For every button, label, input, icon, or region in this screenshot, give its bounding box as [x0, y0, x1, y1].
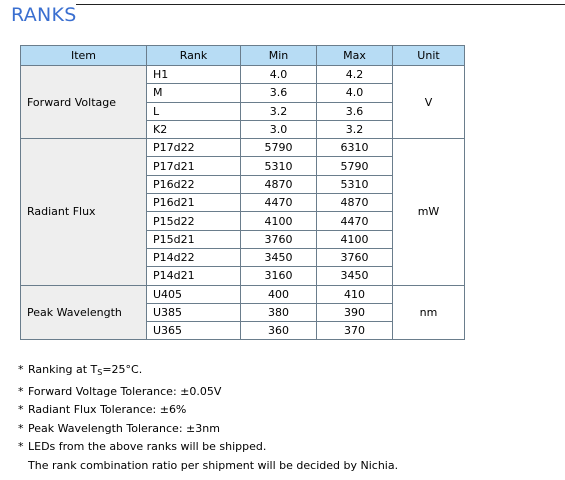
rank-cell: P16d22	[147, 175, 241, 193]
min-cell: 4.0	[241, 66, 317, 84]
ranks-table	[20, 45, 465, 340]
min-cell: 4100	[241, 212, 317, 230]
table-row	[21, 139, 465, 157]
note-bullet: *	[18, 403, 24, 417]
max-cell: 3450	[317, 267, 393, 285]
max-cell: 3.6	[317, 102, 393, 120]
max-cell: 6310	[317, 139, 393, 157]
table-row	[21, 285, 465, 303]
header-max: Max	[317, 46, 393, 66]
item-cell: Forward Voltage	[21, 66, 147, 139]
note-ranking-subscript: S	[97, 368, 103, 377]
max-cell: 3760	[317, 248, 393, 266]
max-cell: 370	[317, 322, 393, 340]
notes	[18, 361, 398, 476]
min-cell: 360	[241, 322, 317, 340]
note-pw-tolerance-text: Peak Wavelength Tolerance: ±3nm	[28, 421, 220, 435]
unit-cell: nm	[393, 285, 465, 340]
rank-cell: P17d21	[147, 157, 241, 175]
max-cell: 410	[317, 285, 393, 303]
min-cell: 5310	[241, 157, 317, 175]
rank-cell: M	[147, 84, 241, 102]
title-rule	[76, 4, 565, 5]
min-cell: 3.6	[241, 84, 317, 102]
note-ratio-text: The rank combination ratio per shipment will be decided by Nichia.	[28, 458, 399, 472]
header-min: Min	[241, 46, 317, 66]
page-title: RANKS	[11, 4, 77, 26]
unit-cell: mW	[393, 139, 465, 285]
rank-cell: P15d21	[147, 230, 241, 248]
max-cell: 4870	[317, 194, 393, 212]
note-rf-tolerance	[18, 401, 398, 420]
min-cell: 3760	[241, 230, 317, 248]
rank-cell: K2	[147, 120, 241, 138]
note-fv-tolerance-text: Forward Voltage Tolerance: ±0.05V	[28, 384, 222, 398]
note-bullet: *	[18, 363, 24, 376]
note-bullet: *	[18, 421, 24, 435]
note-ranking-suffix: =25°C.	[102, 363, 143, 376]
rank-cell: P14d22	[147, 248, 241, 266]
rank-cell: U365	[147, 322, 241, 340]
note-fv-tolerance	[18, 383, 398, 402]
header-item: Item	[21, 46, 147, 66]
rank-cell: L	[147, 102, 241, 120]
unit-cell: V	[393, 66, 465, 139]
rank-cell: P14d21	[147, 267, 241, 285]
note-shipped-text: LEDs from the above ranks will be shipped.	[28, 440, 267, 454]
min-cell: 4870	[241, 175, 317, 193]
min-cell: 3.2	[241, 102, 317, 120]
note-pw-tolerance	[18, 420, 398, 439]
max-cell: 4470	[317, 212, 393, 230]
table-body	[21, 66, 465, 340]
header-unit: Unit	[393, 46, 465, 66]
min-cell: 4470	[241, 194, 317, 212]
rank-cell: P15d22	[147, 212, 241, 230]
min-cell: 400	[241, 285, 317, 303]
rank-cell: U385	[147, 303, 241, 321]
min-cell: 3450	[241, 248, 317, 266]
note-bullet: *	[18, 384, 24, 398]
note-ratio	[18, 457, 398, 476]
max-cell: 5310	[317, 175, 393, 193]
table-row	[21, 66, 465, 84]
item-cell: Radiant Flux	[21, 139, 147, 285]
rank-cell: H1	[147, 66, 241, 84]
min-cell: 3.0	[241, 120, 317, 138]
note-bullet: *	[18, 440, 24, 454]
min-cell: 3160	[241, 267, 317, 285]
rank-cell: P17d22	[147, 139, 241, 157]
max-cell: 4.0	[317, 84, 393, 102]
header-row	[21, 46, 465, 66]
min-cell: 380	[241, 303, 317, 321]
note-ranking	[18, 361, 398, 383]
rank-cell: P16d21	[147, 194, 241, 212]
min-cell: 5790	[241, 139, 317, 157]
rank-cell: U405	[147, 285, 241, 303]
note-shipped	[18, 438, 398, 457]
max-cell: 4100	[317, 230, 393, 248]
max-cell: 5790	[317, 157, 393, 175]
max-cell: 390	[317, 303, 393, 321]
note-ranking-prefix: Ranking at T	[28, 363, 98, 376]
note-rf-tolerance-text: Radiant Flux Tolerance: ±6%	[28, 403, 187, 417]
max-cell: 4.2	[317, 66, 393, 84]
item-cell: Peak Wavelength	[21, 285, 147, 340]
header-rank: Rank	[147, 46, 241, 66]
max-cell: 3.2	[317, 120, 393, 138]
